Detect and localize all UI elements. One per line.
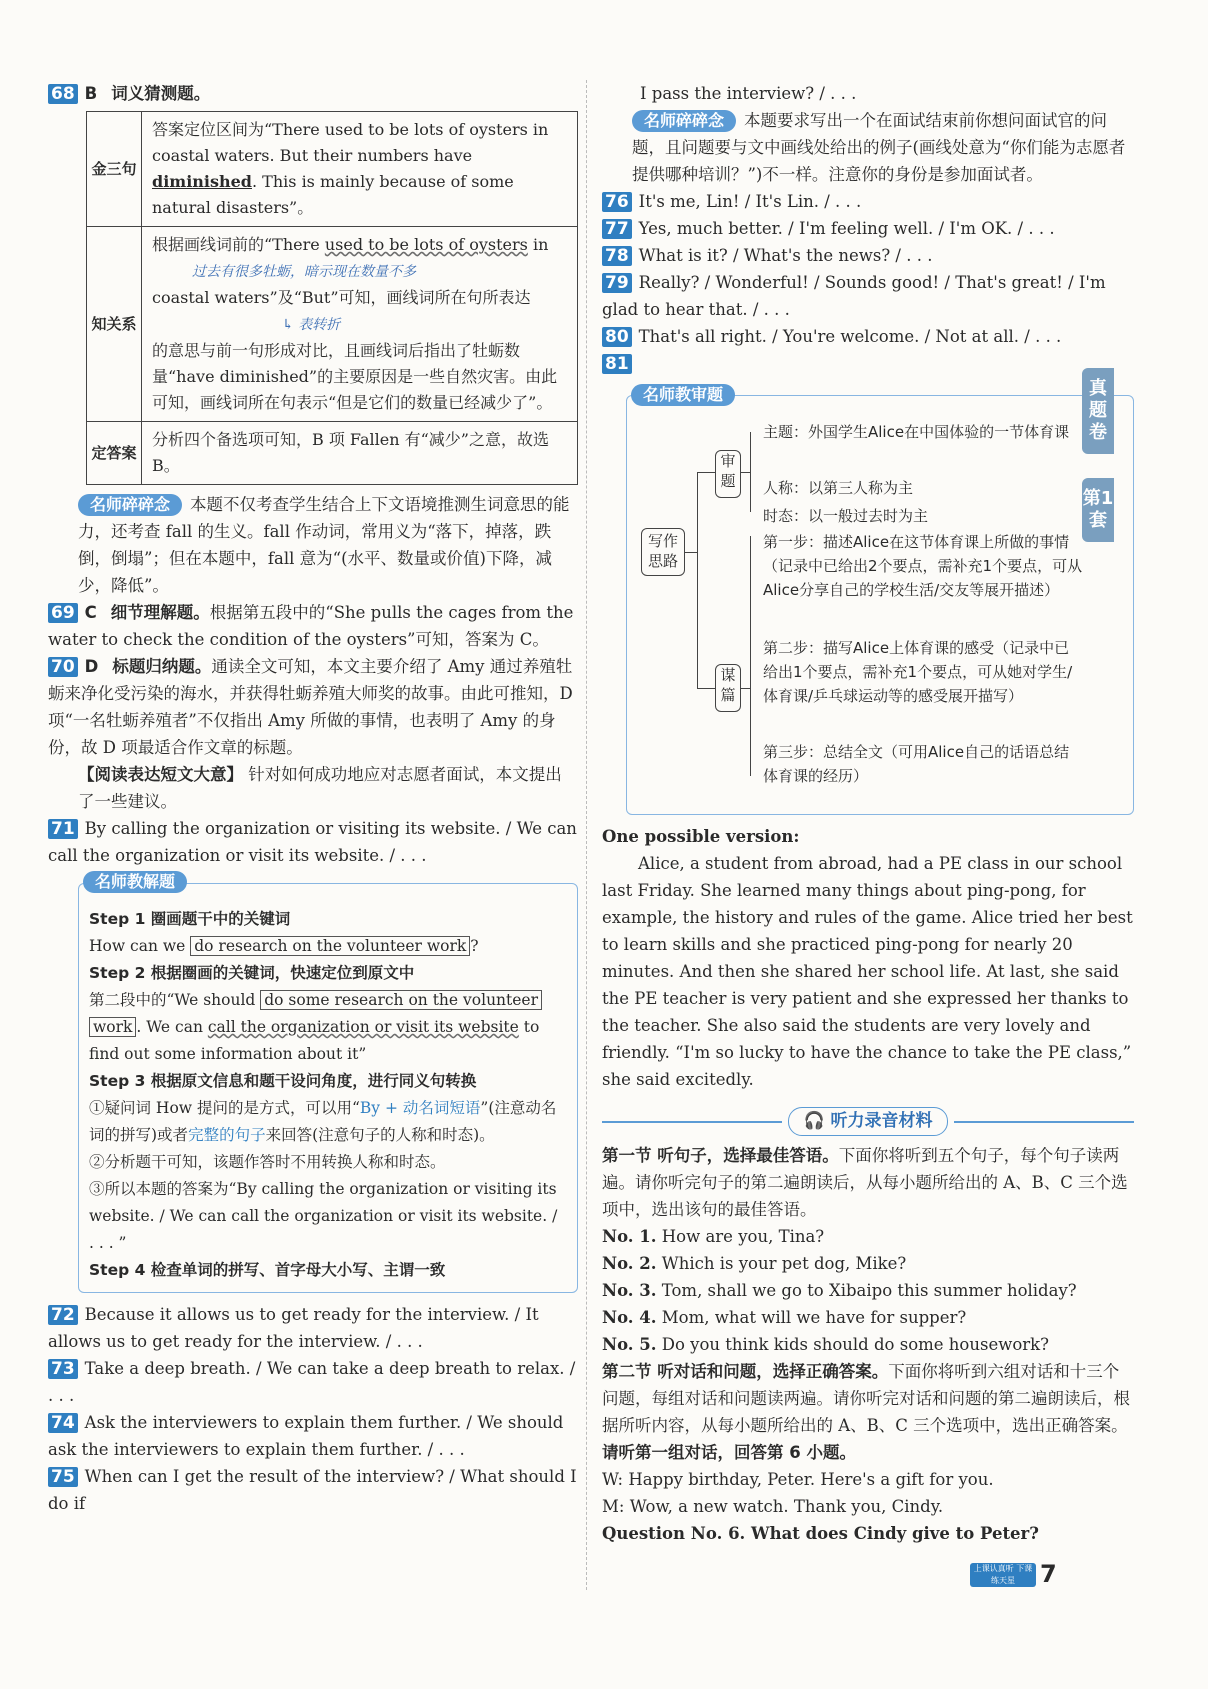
- q75-continued: I pass the interview? / . . .: [640, 84, 857, 103]
- summary-text: 针对如何成功地应对志愿者面试，本文提出了一些建议。: [78, 765, 562, 811]
- item-text: Which is your pet dog, Mike?: [661, 1254, 907, 1273]
- underlined-word: diminished: [152, 172, 252, 191]
- boxed-keyword: do some research on the volunteer: [260, 990, 542, 1010]
- side-tab-set: 第1套: [1082, 478, 1114, 542]
- q75-line: [48, 1463, 578, 1517]
- mou-node: 谋篇: [715, 664, 741, 712]
- q70-answer: D: [84, 657, 99, 676]
- q73-number: 73: [48, 1359, 78, 1379]
- q78-text: What is it? / What's the news? / . . .: [638, 246, 933, 265]
- tense-line: 时态：以一般过去时为主: [763, 507, 929, 525]
- q72-text: Because it allows us to get ready for the interview. / It allows us to get ready for the interview. / . . .: [48, 1305, 539, 1351]
- boxed-keyword: do research on the volunteer work: [190, 936, 470, 956]
- step3-line: 第三步：总结全文（可用Alice自己的话语总结体育课的经历）: [763, 743, 1070, 785]
- text: ①疑问词 How 提问的是方式，可以用“: [89, 1099, 360, 1117]
- highlight-text: By + 动名词短语: [359, 1099, 481, 1117]
- q81-number: 81: [602, 354, 632, 374]
- item-no: No. 5.: [602, 1335, 657, 1354]
- version-title: One possible version:: [602, 827, 800, 846]
- table-row-head: 定答案: [87, 422, 142, 485]
- title-bar: [954, 1121, 1134, 1123]
- left-column: [48, 80, 578, 1517]
- q69-line: [48, 599, 578, 653]
- part2-text: 下面你将听到六组对话和十三个问题，每组对话和问题读两遍。请你听完对话和问题的第二遍朗读后，根据所听内容，从每小题所给出的 A、B、C 三个选项中，选出正确答案。: [602, 1362, 1130, 1435]
- q75-number: 75: [48, 1467, 78, 1487]
- item-text: Mom, what will we have for supper?: [661, 1308, 967, 1327]
- connector: [750, 432, 751, 512]
- step2: Step 2 根据圈画的关键词，快速定位到原文中: [89, 964, 415, 982]
- text: How can we: [89, 937, 191, 955]
- tip75: [602, 107, 1134, 188]
- footer-logo-box: 上课认真听 下课练天星: [970, 1563, 1036, 1587]
- text: to find out some information about it”: [89, 1018, 540, 1063]
- q76-text: It's me, Lin! / It's Lin. / . . .: [638, 192, 862, 211]
- q73-text: Take a deep breath. / We can take a deep breath to relax. / . . .: [48, 1359, 576, 1405]
- highlight-text: 完整的句子: [188, 1126, 266, 1144]
- q78-line: [602, 242, 1134, 269]
- q76-number: 76: [602, 192, 632, 212]
- item-no: No. 1.: [602, 1227, 657, 1246]
- q77-number: 77: [602, 219, 632, 239]
- item-text: Do you think kids should do some housework?: [661, 1335, 1049, 1354]
- connector: [740, 688, 750, 689]
- part2-head: 第二节 听对话和问题，选择正确答案。: [602, 1362, 889, 1381]
- mind-badge: 名师教审题: [631, 384, 735, 406]
- step1-line: 第一步：描述Alice在这节体育课上所做的事情（记录中已给出2个要点，需补充1个要点，可从Alice分享自己的学校生活/交友等展开描述）: [763, 533, 1083, 599]
- connector: [697, 472, 698, 688]
- item-no: No. 4.: [602, 1308, 657, 1327]
- cell-text: 的意思与前一句形成对比，且画线词后指出了牡蛎数量“have diminished”的主要原因是一些自然灾害。由此可知，画线词所在句表示“但是它们的数量已经减少了”。: [152, 341, 558, 412]
- q72-number: 72: [48, 1305, 78, 1325]
- q68-analysis-table: [86, 111, 578, 485]
- list-item: [602, 1331, 1134, 1358]
- q69-type: 细节理解题。: [110, 603, 210, 622]
- connector: [740, 472, 750, 473]
- q71-number: 71: [48, 819, 78, 839]
- wavy-underline-text: call the organization or visit its website: [207, 1018, 519, 1036]
- cell-text: 根据画线词前的“There: [152, 235, 325, 254]
- list-item: [602, 1304, 1134, 1331]
- q68-line: [48, 80, 578, 107]
- handwritten-note-2: ↳ 表转折: [282, 317, 341, 333]
- q69-text: 根据第五段中的“She pulls the cages from the water to check the condition of the oysters”可知，答案为 C。: [48, 603, 574, 649]
- list-item: [602, 1223, 1134, 1250]
- q78-number: 78: [602, 246, 632, 266]
- q81-line: [602, 350, 1134, 377]
- solve-box: [78, 872, 578, 1293]
- q80-number: 80: [602, 327, 632, 347]
- q75-text: When can I get the result of the interview? / What should I do if: [48, 1467, 577, 1513]
- wavy-underline-text: used to be lots of oysters: [324, 235, 528, 254]
- cell-text: . This is mainly because of some natural disasters”。: [152, 172, 514, 217]
- q70-type: 标题归纳题。: [112, 657, 212, 676]
- q68-number: 68: [48, 84, 78, 104]
- q71-line: [48, 815, 578, 869]
- note-text: 表转折: [298, 317, 341, 333]
- q68-answer: B: [84, 84, 98, 103]
- table-row-head: 知关系: [87, 227, 142, 422]
- cell-text: in: [527, 235, 549, 254]
- q70-text: 通读全文可知，本文主要介绍了 Amy 通过养殖牡蛎来净化受污染的海水，并获得牡蛎养殖大师奖的故事。由此可推知，D 项“一名牡蛎养殖者”不仅指出 Amy 所做的事情，也表明了 Amy 的身份，故 D 项最适合作文章的标题。: [48, 657, 573, 757]
- q77-line: [602, 215, 1134, 242]
- part1: [602, 1142, 1134, 1223]
- q72-line: [48, 1301, 578, 1355]
- step2-text: [89, 987, 567, 1068]
- q76-line: [602, 188, 1134, 215]
- q79-line: [602, 269, 1134, 323]
- q79-text: Really? / Wonderful! / Sounds good! / That's great! / I'm glad to hear that. / . . .: [602, 273, 1106, 319]
- table-cell: [142, 227, 578, 422]
- page-number: 7: [1040, 1560, 1057, 1588]
- list-item: [602, 1277, 1134, 1304]
- connector: [750, 536, 751, 776]
- table-row-head: 金三句: [87, 112, 142, 227]
- right-column: [602, 80, 1134, 1547]
- listening-items: [602, 1223, 1134, 1358]
- handwritten-note: 过去有很多牡蛎，暗示现在数量不多: [192, 264, 416, 280]
- step3-point2: ②分析题干可知，该题作答时不用转换人称和时态。: [89, 1153, 446, 1171]
- cell-text: coastal waters”及“But”可知，画线词所在句所表达: [152, 288, 531, 307]
- q69-answer: C: [84, 603, 97, 622]
- table-cell: 分析四个备选项可知，B 项 Fallen 有“减少”之意，故选 B。: [142, 422, 578, 485]
- q74-line: [48, 1409, 578, 1463]
- group1-head: 请听第一组对话，回答第 6 小题。: [602, 1443, 856, 1462]
- q71-text: By calling the organization or visiting its website. / We can call the organization or visit its website. / . . .: [48, 819, 577, 865]
- text: 第二段中的“We should: [89, 991, 261, 1009]
- summary: [48, 761, 578, 815]
- boxed-keyword: work: [89, 1017, 136, 1037]
- step3: Step 3 根据原文信息和题干设问角度，进行同义句转换: [89, 1072, 477, 1090]
- shen-node: 审题: [715, 450, 741, 498]
- step3-point3: ③所以本题的答案为“By calling the organization or visiting its website. / We can call the organization or visit its website. / . . . ”: [89, 1180, 558, 1252]
- table-cell: [142, 112, 578, 227]
- listening-label: [788, 1107, 947, 1136]
- connector: [684, 552, 698, 553]
- dialog-m1: M: Wow, a new watch. Thank you, Cindy.: [602, 1497, 944, 1516]
- connector: [697, 472, 715, 473]
- cell-text: 答案定位区间为“There used to be lots of oysters in coastal waters. But their numbers have: [152, 120, 549, 165]
- side-tab-exam: 真题卷: [1082, 368, 1114, 454]
- item-text: How are you, Tina?: [661, 1227, 825, 1246]
- item-no: No. 2.: [602, 1254, 657, 1273]
- q80-text: That's all right. / You're welcome. / Not at all. / . . .: [638, 327, 1062, 346]
- text: ”(注意动名词的拼写)或者: [89, 1099, 557, 1144]
- q70-line: [48, 653, 578, 761]
- q74-number: 74: [48, 1413, 78, 1433]
- listening-section-title: [602, 1107, 1134, 1136]
- root-node: 写作思路: [641, 528, 685, 576]
- text: . We can: [136, 1018, 208, 1036]
- list-item: [602, 1250, 1134, 1277]
- item-no: No. 3.: [602, 1281, 657, 1300]
- solve-badge: 名师教解题: [83, 871, 187, 893]
- q77-text: Yes, much better. / I'm feeling well. / I'm OK. / . . .: [638, 219, 1055, 238]
- q68-type: 词义猜测题。: [111, 84, 211, 103]
- step2-line: 第二步：描写Alice上体育课的感受（记录中已给出1个要点，需补充1个要点，可从她对学生/体育课/乒乓球运动等的感受展开描写）: [763, 639, 1073, 705]
- tip-badge: 名师碎碎念: [632, 110, 736, 132]
- q80-line: [602, 323, 1134, 350]
- column-divider: [586, 80, 588, 1590]
- q79-number: 79: [602, 273, 632, 293]
- q69-number: 69: [48, 603, 78, 623]
- text: ?: [470, 937, 479, 955]
- step1: Step 1 圈画题干中的关键词: [89, 910, 291, 928]
- step3-point1: [89, 1095, 567, 1149]
- version-text: Alice, a student from abroad, had a PE class in our school last Friday. She learned many things about ping-pong, for example, the history and rules of the game. Alice tried her best to learn skills and she practiced ping-pong for nearly 20 minutes. And then she shared her school life. At last, she said the PE teacher is very patient and she expressed her thanks to the teacher. She also said the students are very lovely and friendly. “I'm so lucky to have the chance to take the PE class,” she said excitedly.: [602, 854, 1133, 1089]
- item-text: Tom, shall we go to Xibaipo this summer holiday?: [661, 1281, 1077, 1300]
- person-line: 人称：以第三人称为主: [763, 479, 914, 497]
- dialog-w1: W: Happy birthday, Peter. Here's a gift for you.: [602, 1470, 994, 1489]
- listening-title-text: 听力录音材料: [830, 1111, 933, 1131]
- summary-head: 【阅读表达短文大意】: [78, 765, 243, 784]
- q74-text: Ask the interviewers to explain them further. / We should ask the interviewers to explain them further. / . . .: [48, 1413, 564, 1459]
- tip68: [48, 491, 578, 599]
- tip-text: 本题不仅考查学生结合上下文语境推测生词意思的能力，还考查 fall 的生义。fall 作动词，常用义为“落下，掉落，跌倒，倒塌”；但在本题中，fall 意为“(水平、数量或价值)下降，减少，降低”。: [78, 495, 570, 595]
- part2: [602, 1358, 1134, 1439]
- topic-line: 主题：外国学生Alice在中国体验的一节体育课: [763, 423, 1070, 441]
- connector: [697, 688, 715, 689]
- title-bar: [602, 1121, 782, 1123]
- tip-badge: 名师碎碎念: [78, 494, 182, 516]
- step4: Step 4 检查单词的拼写、首字母大小写、主谓一致: [89, 1261, 446, 1279]
- question6: Question No. 6. What does Cindy give to Peter?: [602, 1524, 1039, 1543]
- part1-text: 下面你将听到五个句子，每个句子读两遍。请你听完句子的第二遍朗读后，从每小题所给出的 A、B、C 三个选项中，选出该句的最佳答语。: [602, 1146, 1128, 1219]
- text: 来回答(注意句子的人称和时态)。: [265, 1126, 495, 1144]
- part1-head: 第一节 听句子，选择最佳答语。: [602, 1146, 839, 1165]
- writing-mind-map: [626, 385, 1134, 815]
- q73-line: [48, 1355, 578, 1409]
- step1-text: [89, 933, 567, 960]
- tip-text: 本题要求写出一个在面试结束前你想问面试官的问题，且问题要与文中画线处给出的例子(画线处意为“你们能为志愿者提供哪种培训？”)不一样。注意你的身份是参加面试者。: [632, 111, 1126, 184]
- headphone-icon: 🎧: [803, 1111, 825, 1131]
- q70-number: 70: [48, 657, 78, 677]
